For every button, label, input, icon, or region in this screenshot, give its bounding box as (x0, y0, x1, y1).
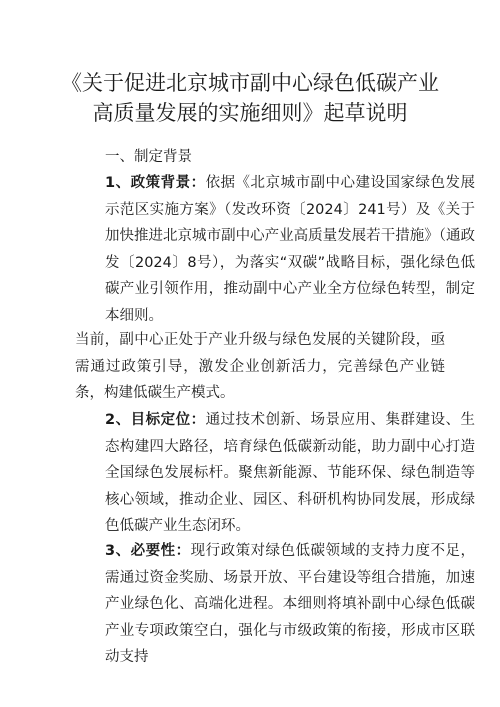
paragraph-target-positioning (75, 407, 475, 540)
paragraph-text: 通过技术创新、场景应用、集群建设、生态构建四大路径，培育绿色低碳新动能，助力副中心打造全国绿色发展标杆。聚焦新能源、节能环保、绿色制造等核心领域，推动企业、园区、科研机构协同发展，形成绿色低碳产业生态闭环。 (105, 412, 475, 534)
document-title-line-2: 高质量发展的实施细则》起草说明 (92, 101, 408, 125)
section-heading-background: 一、制定背景 (105, 149, 192, 165)
paragraph-policy-background (75, 170, 475, 329)
paragraph-current-situation (75, 327, 445, 407)
paragraph-lead: 2、目标定位： (105, 412, 206, 428)
paragraph-text: 依据《北京城市副中心建设国家绿色发展示范区实施方案》（发改环资〔2024〕241号）及《关于加快推进北京城市副中心产业高质量发展若干措施》（通政发〔2024〕8号），为落实“双碳”战略目标，强化绿色低碳产业引领作用，推动副中心产业全方位绿色转型，制定本细则。 (105, 175, 475, 324)
document-title-line-1: 《关于促进北京城市副中心绿色低碳产业 (61, 71, 439, 95)
paragraph-text: 当前，副中心正处于产业升级与绿色发展的关键阶段，亟需通过政策引导，激发企业创新活力，完善绿色产业链条，构建低碳生产模式。 (75, 332, 445, 401)
paragraph-necessity (75, 538, 475, 671)
paragraph-text: 现行政策对绿色低碳领域的支持力度不足，需通过资金奖励、场景开放、平台建设等组合措施，加速产业绿色化、高端化进程。本细则将填补副中心绿色低碳产业专项政策空白，强化与市级政策的衔接，形成市区联动支持 (105, 543, 476, 665)
paragraph-lead: 1、政策背景： (105, 175, 206, 191)
paragraph-lead: 3、必要性： (105, 543, 191, 559)
